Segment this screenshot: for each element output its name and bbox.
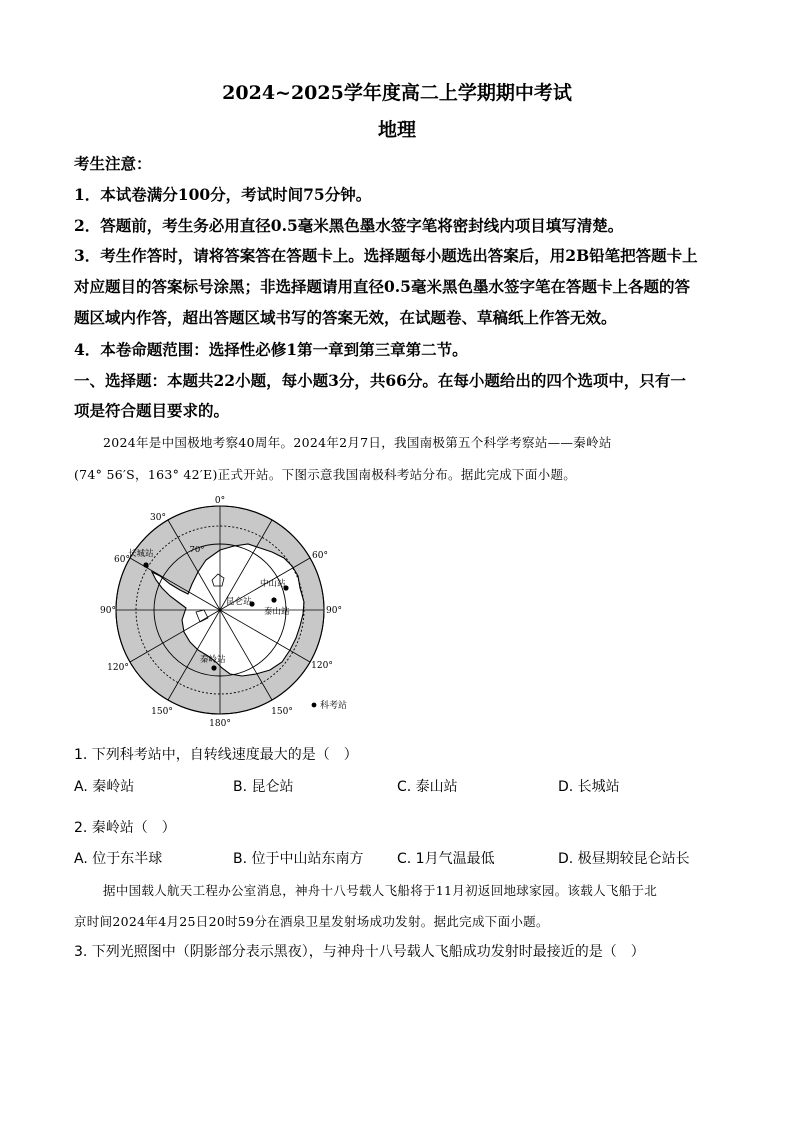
longitude-label-120w: 120°: [107, 663, 129, 673]
longitude-label-60w: 60°: [114, 555, 130, 565]
section-heading-line2: 项是符合题目要求的。: [74, 401, 230, 420]
question-2-stem: 2. 秦岭站（ ）: [74, 820, 176, 836]
longitude-label-60e: 60°: [312, 551, 328, 561]
longitude-label-90w: 90°: [100, 606, 116, 616]
question-2-option-a[interactable]: A. 位于东半球: [74, 851, 163, 867]
legend-label: 科考站: [320, 701, 348, 711]
subject-title: 地理: [377, 119, 416, 141]
question-1-option-a[interactable]: A. 秦岭站: [74, 779, 135, 795]
notice-item-3-cont1: 对应题目的答案标号涂黑；非选择题请用直径0.5毫米黑色墨水签字笔在答题卡上各题的答: [74, 277, 690, 296]
station-label-zhongshan: 中山站: [260, 579, 286, 589]
antarctic-map: [100, 492, 370, 732]
question-2-option-c[interactable]: C. 1月气温最低: [397, 851, 495, 867]
notice-item-4: 4．本卷命题范围：选择性必修1第一章到第三章第二节。: [74, 340, 468, 359]
material2-line1: 据中国载人航天工程办公室消息，神舟十八号载人飞船将于11月初返回地球家园。该载人飞船于北: [103, 883, 658, 898]
longitude-label-150e: 150°: [271, 707, 293, 717]
station-dot-qinling: [211, 665, 216, 670]
question-2-option-d[interactable]: D. 极昼期较昆仑站长: [558, 851, 690, 867]
question-2-option-b[interactable]: B. 位于中山站东南方: [233, 851, 364, 867]
legend-dot: [312, 703, 317, 708]
longitude-label-150w: 150°: [151, 707, 173, 717]
section-heading-line1: 一、选择题：本题共22小题，每小题3分，共66分。在每小题给出的四个选项中，只有一: [74, 371, 686, 390]
longitude-label-30w: 30°: [150, 513, 166, 523]
material2-line2: 京时间2024年4月25日20时59分在酒泉卫星发射场成功发射。据此完成下面小题。: [74, 914, 549, 929]
longitude-label-90e: 90°: [326, 606, 342, 616]
material1-line2: (74° 56′S，163° 42′E)正式开站。下图示意我国南极科考站分布。据此完成下面小题。: [74, 467, 577, 482]
notice-heading: 考生注意：: [74, 154, 152, 173]
station-dot-changcheng: [143, 562, 148, 567]
station-dot-taishan: [271, 597, 276, 602]
question-1-stem: 1. 下列科考站中，自转线速度最大的是（ ）: [74, 747, 358, 763]
material1-line1: 2024年是中国极地考察40周年。2024年2月7日，我国南极第五个科学考察站——秦岭站: [103, 435, 612, 450]
longitude-label-180: 180°: [209, 719, 231, 729]
station-label-taishan: 泰山站: [264, 607, 290, 617]
notice-item-3: 3．考生作答时，请将答案答在答题卡上。选择题每小题选出答案后，用2B铅笔把答题卡上: [74, 246, 698, 265]
question-3-stem: 3. 下列光照图中（阴影部分表示黑夜），与神舟十八号载人飞船成功发射时最接近的是（ ）: [74, 944, 645, 960]
longitude-label-0: 0°: [214, 496, 226, 506]
station-label-kunlun: 昆仑站: [226, 597, 252, 607]
notice-item-2: 2．答题前，考生务必用直径0.5毫米黑色墨水签字笔将密封线内项目填写清楚。: [74, 216, 624, 235]
notice-item-3-cont2: 题区域内作答，超出答题区域书写的答案无效，在试题卷、草稿纸上作答无效。: [74, 308, 617, 327]
station-label-qinling: 秦岭站: [200, 655, 226, 665]
station-label-changcheng: 长城站: [128, 549, 154, 559]
exam-title: 2024~2025学年度高二上学期期中考试: [222, 82, 572, 104]
latitude-label-70: 70°: [189, 545, 205, 555]
longitude-label-120e: 120°: [311, 661, 333, 671]
notice-item-1: 1．本试卷满分100分，考试时间75分钟。: [74, 185, 372, 204]
question-1-option-b[interactable]: B. 昆仑站: [233, 779, 294, 795]
question-1-option-c[interactable]: C. 泰山站: [397, 779, 458, 795]
question-1-option-d[interactable]: D. 长城站: [558, 779, 620, 795]
